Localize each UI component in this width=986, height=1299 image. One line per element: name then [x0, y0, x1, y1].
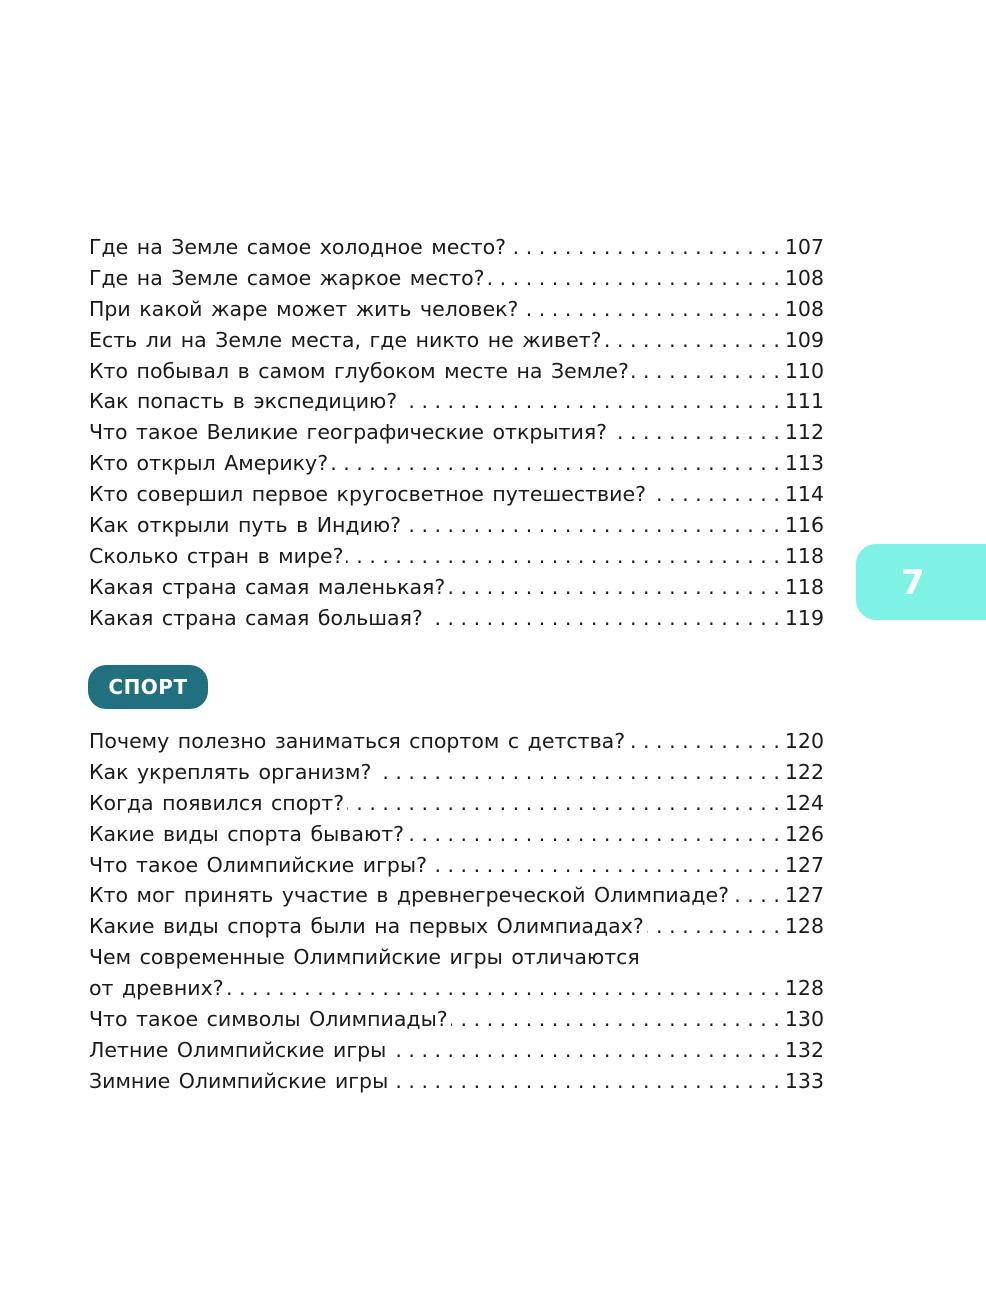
dot-leader	[426, 603, 780, 634]
toc-entry-page: 130	[784, 1007, 824, 1032]
toc-entry-title: Кто совершил первое кругосветное путешествие?	[89, 482, 646, 507]
toc-entry-page: 128	[784, 914, 824, 939]
toc-entry	[89, 541, 824, 572]
toc-entry-title: Сколько стран в мире?	[89, 543, 344, 568]
dot-leader	[448, 572, 780, 603]
toc-entry-page: 124	[784, 790, 824, 815]
toc-entry-page: 112	[784, 420, 824, 445]
dot-leader	[649, 479, 780, 510]
dot-leader	[400, 386, 780, 417]
toc-entry-page: 116	[784, 513, 824, 538]
dot-leader	[451, 1004, 780, 1035]
toc-entry-page: 108	[784, 265, 824, 290]
toc-entry-title: При какой жаре может жить человек?	[89, 296, 519, 321]
toc-entry-page: 128	[784, 976, 824, 1001]
toc-entry	[89, 325, 824, 356]
toc-entry-title: Кто мог принять участие в древнегреческой Олимпиаде?	[89, 883, 729, 908]
toc-entry-title: Есть ли на Земле места, где никто не живет?	[89, 327, 602, 352]
dot-leader	[331, 448, 780, 479]
toc-entry	[89, 911, 824, 942]
toc-entry	[89, 510, 824, 541]
toc-entry-title: Как укреплять организм?	[89, 759, 372, 784]
dot-leader	[605, 325, 780, 356]
toc-entry	[89, 726, 824, 757]
toc-entry	[89, 788, 824, 819]
toc-entry-title: Чем современные Олимпийские игры отличаются	[89, 945, 640, 970]
toc-entry-title: Кто побывал в самом глубоком месте на Земле?	[89, 358, 629, 383]
dot-leader	[632, 356, 780, 387]
toc-entry	[89, 1004, 824, 1035]
toc-entry-page: 118	[784, 574, 824, 599]
dot-leader	[346, 541, 779, 572]
toc-entry-page: 127	[784, 852, 824, 877]
toc-entry-title: Где на Земле самое холодное место?	[89, 235, 506, 259]
toc-entry	[89, 479, 824, 510]
dot-leader	[374, 757, 779, 788]
toc-entry	[89, 448, 824, 479]
dot-leader	[389, 1035, 780, 1066]
toc-entry-title: Что такое Великие географические открытия?	[89, 420, 608, 445]
page-number: 7	[901, 563, 925, 603]
toc-entry-page: 114	[784, 482, 824, 507]
dot-leader	[404, 510, 780, 541]
toc-entry-title: Какая страна самая большая?	[89, 605, 423, 630]
toc-entry	[89, 603, 824, 634]
toc-entry-page: 127	[784, 883, 824, 908]
toc-entry-page: 107	[784, 235, 824, 259]
toc-entry	[89, 973, 824, 1004]
toc-entry-title: Где на Земле самое жаркое место?	[89, 265, 485, 290]
toc-entry-page: 113	[784, 451, 824, 476]
toc-entry-title: Как попасть в экспедицию?	[89, 389, 398, 414]
toc-entry	[89, 850, 824, 881]
dot-leader	[732, 880, 780, 911]
toc-entry	[89, 880, 824, 911]
toc-entry-title: Кто открыл Америку?	[89, 451, 329, 476]
toc-entry-page: 133	[784, 1068, 824, 1093]
toc-entry-page: 126	[784, 821, 824, 846]
toc-entry-title: Что такое Олимпийские игры?	[89, 852, 427, 877]
toc-entry	[89, 1066, 824, 1097]
toc-entry-title: Зимние Олимпийские игры	[89, 1068, 389, 1093]
dot-leader	[407, 819, 780, 850]
dot-leader	[391, 1066, 780, 1097]
toc-entry-page: 110	[784, 358, 824, 383]
toc-entry-page: 108	[784, 296, 824, 321]
toc-entry-title: Что такое символы Олимпиады?	[89, 1007, 448, 1032]
toc-entry-page: 118	[784, 543, 824, 568]
toc-entry-title: Какая страна самая маленькая?	[89, 574, 446, 599]
dot-leader	[610, 417, 780, 448]
toc-entry-title: Какие виды спорта бывают?	[89, 821, 405, 846]
toc-entry-title: Летние Олимпийские игры	[89, 1037, 387, 1062]
dot-leader	[647, 911, 780, 942]
toc-entry	[89, 819, 824, 850]
dot-leader	[521, 294, 780, 325]
dot-leader	[347, 788, 780, 819]
toc-section-sport	[89, 726, 824, 1097]
dot-leader	[628, 726, 780, 757]
toc-entry-page: 122	[784, 759, 824, 784]
page-number-tab	[856, 544, 986, 620]
toc-entry-page: 132	[784, 1037, 824, 1062]
toc-entry	[89, 232, 824, 263]
toc-entry	[89, 356, 824, 387]
toc-entry	[89, 572, 824, 603]
toc-entry-page: 111	[784, 389, 824, 414]
dot-leader	[227, 973, 780, 1004]
toc-entry	[89, 386, 824, 417]
toc-section-geography	[89, 232, 824, 634]
toc-entry-page: 120	[784, 729, 824, 753]
toc-entry	[89, 1035, 824, 1066]
toc-entry	[89, 263, 824, 294]
toc-entry	[89, 294, 824, 325]
toc-entry-page: 119	[784, 605, 824, 630]
toc-entry-title: Какие виды спорта были на первых Олимпиадах?	[89, 914, 644, 939]
toc-entry-title-continued: от древних?	[89, 976, 224, 1001]
toc-entry	[89, 417, 824, 448]
section-heading-sport: СПОРТ	[88, 665, 208, 709]
toc-entry-title: Когда появился спорт?	[89, 790, 345, 815]
dot-leader	[430, 850, 780, 881]
dot-leader	[488, 263, 780, 294]
toc-entry-title: Как открыли путь в Индию?	[89, 513, 402, 538]
toc-entry-title: Почему полезно заниматься спортом с детства?	[89, 729, 626, 753]
toc-entry-page: 109	[784, 327, 824, 352]
toc-entry	[89, 757, 824, 788]
toc-entry-first-line	[89, 942, 824, 973]
dot-leader	[509, 232, 780, 263]
